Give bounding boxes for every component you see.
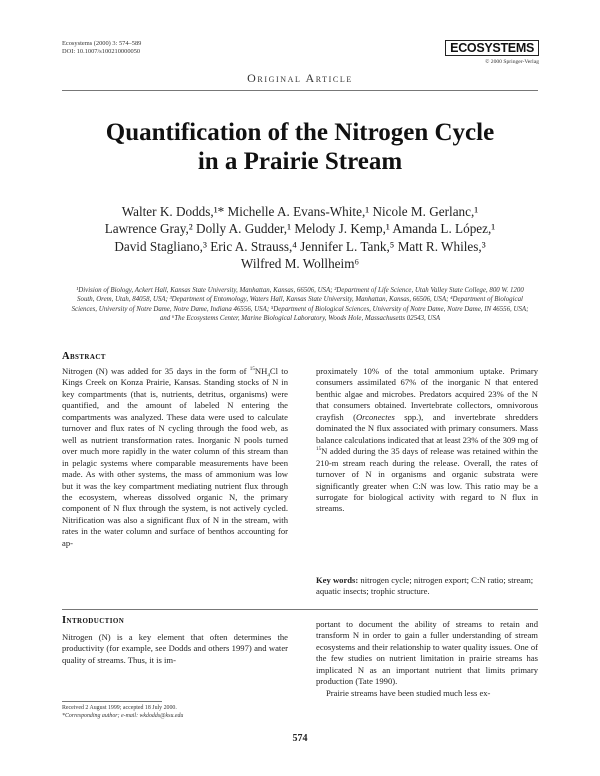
journal-logo: ECOSYSTEMS (445, 40, 539, 56)
introduction-column-2 (316, 619, 538, 699)
doi-line: DOI: 10.1007/s100210000050 (62, 48, 141, 55)
species-name: Orconectes (355, 411, 395, 422)
introduction-heading: Introduction (62, 615, 125, 626)
isotope-superscript: 15 (249, 366, 255, 373)
footnote (62, 705, 183, 720)
abstract-column-1 (62, 366, 288, 549)
abstract-text: spp.), and invertebrate shredders dominated the N flux associated with primary consumers. Mass balance calculations indicated that at least 23% of the 309 mg of (316, 411, 538, 445)
title-line-1: Quantification of the Nitrogen Cycle (105, 119, 495, 146)
abstract-heading: Abstract (62, 351, 106, 362)
author-line: Lawrence Gray,² Dolly A. Gudder,¹ Melody J. Kemp,¹ Amanda L. López,¹ (104, 221, 496, 237)
copyright: © 2000 Springer-Verlag (485, 59, 539, 65)
keywords (316, 575, 538, 598)
section-rule (62, 90, 538, 91)
abstract-text: Nitrogen (N) was added for 35 days in the form of (62, 366, 247, 376)
author-list (62, 203, 538, 272)
keywords-label: Key words: (316, 575, 359, 585)
paragraph: portant to document the ability of streams to retain and transform N in order to gain a fuller understanding of stream ecosystems and their relationship to water quality issues. One of the few studies on nutrient limitation in prairie streams has implicated N as an important nutrient that limits primary production (Tate 1990). (316, 619, 538, 687)
formula-subscript: 4 (267, 372, 270, 379)
abstract-text: Cl to Kings Creek on Konza Prairie, Kansas. Standing stocks of N in key compartments (that is, nutrients, detritus, organisms) were quantified, and the amount of labeled N entering the compartments was analyzed. These data were used to calculate turnover and flux rates of N cycling through the food web, as well as nutrient transformation rates. Inorganic N pools turned over much more rapidly in the water column of this stream than in pelagic systems where comparable measurements have been made. As with other systems, the mass of ammonium was low but it was the key compartment mediating nutrient flux through the ecosystem, whereas dissolved organic N, the primary component of N flux through the system, is not actively cycled. Nitrification was also a significant flux of N in the stream, with rates in the water column and surface of benthos accounting for ap- (62, 366, 288, 548)
title-line-2: in a Prairie Stream (197, 148, 403, 175)
corresponding-author: *Corresponding author; e-mail: wkdodds@ksu.edu (62, 712, 184, 719)
isotope-superscript: 15 (316, 446, 322, 453)
author-line: Wilfred M. Wollheim⁶ (240, 255, 360, 271)
author-line: Walter K. Dodds,¹* Michelle A. Evans-White,¹ Nicole M. Gerlanc,¹ (121, 204, 479, 219)
journal-citation (62, 40, 141, 56)
abstract-text: N added during the 35 days of release was retained within the 210-m stream reach during the release. Overall, the rates of turnover of N in organisms and organic substrata were significantly greater when C:N was low. This ratio may be a surrogate for biological activity with regard to N flux in streams. (316, 446, 538, 514)
section-label: Original Article (247, 71, 353, 85)
page-number: 574 (292, 733, 308, 744)
paper-title (62, 118, 538, 176)
affiliations: ¹Division of Biology, Ackert Hall, Kansas State University, Manhattan, Kansas, 66506, USA; ²Department of Life Science, Utah Valley State College, 800 W. 1200 South, Orem, Utah, 84058, USA; ³Department of Entomology, Waters Hall, Kansas State University, Manhattan, Kansas, 66506, USA; ⁴Department of Biological Sciences, University of Notre Dame, Notre Dame, Indiana 46556, USA; ⁵Department of Biological Sciences, University of Notre Dame, Notre Dame, IN 46556, USA; and ⁶The Ecosystems Center, Marine Biological Laboratory, Woods Hole, Massachusetts 02543, USA (71, 287, 529, 322)
abstract-column-2 (316, 366, 538, 515)
keywords-text: nitrogen cycle; nitrogen export; C:N ratio; stream; aquatic insects; trophic structure. (316, 575, 534, 597)
journal-citation-line: Ecosystems (2000) 3: 574–589 (62, 40, 142, 47)
received-dates: Received 2 August 1999; accepted 18 July 2000. (62, 705, 177, 711)
abstract-text: proximately 10% of the total ammonium uptake. Primary consumers assimilated 67% of the inorganic N that entered benthic algae and microbes. Predators acquired 23% of the N that consumers obtained. Invertebrate collectors, omnivorous crayfish ( (316, 366, 538, 422)
abstract-rule (62, 609, 538, 610)
abstract-text: NH (254, 366, 268, 376)
footnote-rule (62, 701, 162, 702)
paragraph: Prairie streams have been studied much less ex- (326, 687, 491, 698)
author-line: David Stagliano,³ Eric A. Strauss,⁴ Jennifer L. Tank,⁵ Matt R. Whiles,³ (114, 238, 486, 254)
introduction-column-1: Nitrogen (N) is a key element that often determines the productivity (for example, see Dodds and others 1997) and water quality of streams. Thus, it is im- (62, 632, 288, 665)
